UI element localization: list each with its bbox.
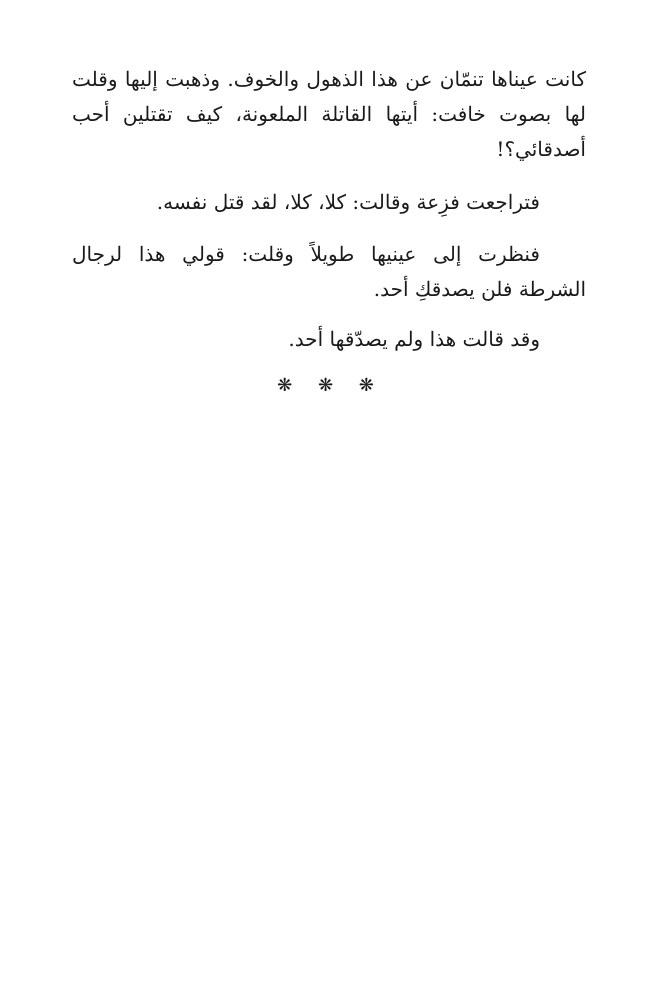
paragraph-2: فتراجعت فزِعة وقالت: كلا، كلا، لقد قتل نفسه.: [156, 190, 540, 214]
paragraph-3: فنظرت إلى عينيها طويلاً وقلت: قولي هذا لرجال الشرطة فلن يصدقكِ أحد.: [72, 242, 586, 301]
paragraph-2-container: [72, 185, 586, 220]
paragraph-3-container: [72, 237, 586, 307]
paragraph-1-container: [72, 62, 586, 167]
asterism-icon: ❋: [277, 375, 293, 396]
paragraph-4: وقد قالت هذا ولم يصدّقها أحد.: [288, 327, 540, 351]
asterism-icon: ❋: [358, 375, 374, 396]
paragraph-4-container: [72, 322, 586, 357]
asterism-icon: ❋: [317, 375, 334, 396]
paragraph-1: كانت عيناها تنمّان عن هذا الذهول والخوف. وذهبت إليها وقلت لها بصوت خافت: أيتها القاتلة الملعونة، كيف تقتلين أحب أصدقائي؟!: [72, 67, 586, 161]
section-break-ornament: [0, 375, 651, 396]
